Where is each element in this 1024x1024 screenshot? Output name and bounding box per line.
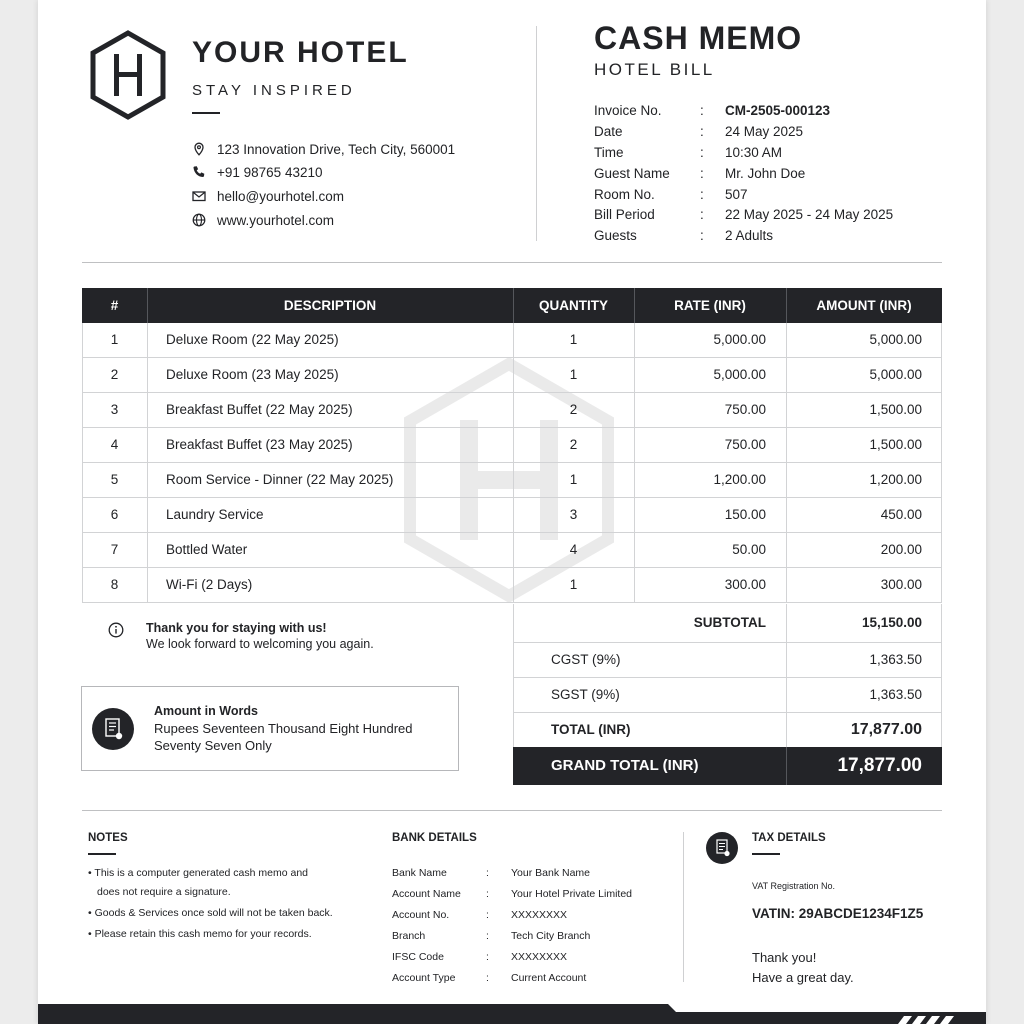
memo-subtitle: HOTEL BILL: [594, 60, 715, 79]
grand-total-row: [513, 747, 942, 785]
note-line-3: • Goods & Services once sold will not be taken back.: [88, 907, 333, 919]
meta-row: [594, 228, 954, 248]
bank-row: [392, 972, 692, 988]
row-quantity: 1: [569, 367, 578, 382]
meta-colon: :: [700, 166, 704, 181]
row-rate: 5,000.00: [713, 332, 766, 347]
thanks-subtitle: We look forward to welcoming you again.: [146, 637, 374, 651]
grand-total-value: 17,877.00: [837, 755, 922, 776]
meta-row: [594, 124, 954, 144]
row-num: 1: [110, 332, 119, 347]
total-row: [513, 713, 942, 748]
bank-row: [392, 930, 692, 946]
footer-rule: [82, 810, 942, 811]
info-icon: [108, 622, 124, 638]
row-description: Breakfast Buffet (23 May 2025): [166, 437, 353, 452]
words-title: Amount in Words: [154, 704, 258, 718]
bank-value: XXXXXXXX: [511, 951, 568, 963]
bank-colon: :: [486, 951, 489, 963]
bank-value: Current Account: [511, 972, 587, 984]
document-icon: [92, 708, 134, 750]
notes-title: NOTES: [88, 832, 128, 844]
sgst-value: 1,363.50: [869, 687, 922, 702]
meta-value: 10:30 AM: [725, 145, 783, 160]
meta-colon: :: [700, 124, 704, 139]
row-num: 3: [110, 402, 119, 417]
meta-row: [594, 103, 954, 123]
meta-label: Guests: [594, 228, 637, 243]
row-quantity: 4: [569, 542, 578, 557]
meta-colon: :: [700, 207, 704, 222]
words-line-2: Seventy Seven Only: [154, 738, 272, 753]
subtotal-row: [513, 604, 942, 643]
bank-label: Account No.: [392, 909, 450, 921]
tax-thanks-1: Thank you!: [752, 950, 817, 965]
table-row: [82, 568, 942, 603]
row-quantity: 1: [569, 332, 578, 347]
row-quantity: 2: [569, 402, 578, 417]
row-rate: 1,200.00: [713, 472, 766, 487]
meta-colon: :: [700, 145, 704, 160]
vatin-value: VATIN: 29ABCDE1234F1Z5: [752, 906, 924, 921]
meta-value: Mr. John Doe: [725, 166, 806, 181]
meta-value: 24 May 2025: [725, 124, 804, 139]
mail-icon: [192, 189, 206, 203]
row-num: 4: [110, 437, 119, 452]
subtotal-value: 15,150.00: [861, 615, 922, 630]
table-header: [82, 288, 942, 323]
meta-value: 22 May 2025 - 24 May 2025: [725, 207, 894, 222]
row-description: Deluxe Room (22 May 2025): [166, 332, 339, 347]
table-row: [82, 393, 942, 428]
row-rate: 50.00: [732, 542, 766, 557]
meta-colon: :: [700, 187, 704, 202]
subtotal-label: SUBTOTAL: [693, 615, 766, 630]
row-num: 8: [110, 577, 119, 592]
row-rate: 750.00: [724, 402, 766, 417]
header-num: #: [110, 298, 119, 313]
meta-colon: :: [700, 228, 704, 243]
globe-icon: [192, 213, 206, 227]
bank-colon: :: [486, 888, 489, 900]
row-amount: 200.00: [880, 542, 922, 557]
table-row: [82, 463, 942, 498]
footer-divider: [683, 832, 684, 982]
hotel-tagline: STAY INSPIRED: [192, 82, 356, 99]
bank-colon: :: [486, 972, 489, 984]
meta-row: [594, 207, 954, 227]
bank-row: [392, 951, 692, 967]
row-amount: 5,000.00: [869, 367, 922, 382]
row-description: Room Service - Dinner (22 May 2025): [166, 472, 394, 487]
row-amount: 450.00: [880, 507, 922, 522]
address-text: 123 Innovation Drive, Tech City, 560001: [217, 141, 456, 157]
row-rate: 750.00: [724, 437, 766, 452]
bank-row: [392, 909, 692, 925]
row-description: Wi-Fi (2 Days): [166, 577, 253, 592]
bank-value: XXXXXXXX: [511, 909, 568, 921]
location-pin-icon: [192, 142, 206, 156]
row-quantity: 2: [569, 437, 578, 452]
row-rate: 150.00: [724, 507, 766, 522]
meta-label: Date: [594, 124, 623, 139]
sgst-label: SGST (9%): [551, 687, 620, 702]
row-rate: 5,000.00: [713, 367, 766, 382]
website-text: www.yourhotel.com: [217, 212, 335, 228]
meta-row: [594, 145, 954, 165]
bank-colon: :: [486, 930, 489, 942]
bank-label: IFSC Code: [392, 951, 444, 963]
note-line-2: does not require a signature.: [97, 886, 231, 898]
contact-phone: [192, 162, 492, 182]
row-amount: 300.00: [880, 577, 922, 592]
vat-label: VAT Registration No.: [752, 881, 836, 891]
row-description: Laundry Service: [166, 507, 264, 522]
meta-row: [594, 166, 954, 186]
row-description: Breakfast Buffet (22 May 2025): [166, 402, 353, 417]
bank-value: Tech City Branch: [511, 930, 591, 942]
row-num: 7: [110, 542, 119, 557]
total-value: 17,877.00: [850, 721, 922, 738]
meta-label: Room No.: [594, 187, 655, 202]
row-num: 2: [110, 367, 119, 382]
cgst-label: CGST (9%): [551, 652, 621, 667]
row-description: Bottled Water: [166, 542, 248, 557]
header-amount: AMOUNT (INR): [816, 298, 912, 313]
table-row: [82, 428, 942, 463]
tax-underline: [752, 853, 780, 855]
bank-value: Your Bank Name: [511, 867, 590, 879]
phone-icon: [192, 165, 206, 179]
sgst-row: [513, 678, 942, 713]
header-quantity: QUANTITY: [539, 298, 608, 313]
header-rate: RATE (INR): [674, 298, 746, 313]
bank-colon: :: [486, 909, 489, 921]
table-row: [82, 498, 942, 533]
thanks-title: Thank you for staying with us!: [146, 621, 327, 635]
row-quantity: 1: [569, 577, 578, 592]
words-line-1: Rupees Seventeen Thousand Eight Hundred: [154, 721, 413, 736]
meta-value: 2 Adults: [725, 228, 774, 243]
bank-label: Account Name: [392, 888, 461, 900]
meta-label: Time: [594, 145, 624, 160]
bank-label: Bank Name: [392, 867, 447, 879]
row-rate: 300.00: [724, 577, 766, 592]
meta-label: Guest Name: [594, 166, 670, 181]
header-rule: [82, 262, 942, 263]
note-line-1: • This is a computer generated cash memo and: [88, 867, 309, 879]
contact-website: [192, 210, 492, 230]
table-row: [82, 358, 942, 393]
bank-value: Your Hotel Private Limited: [511, 888, 633, 900]
meta-colon: :: [700, 103, 704, 118]
cgst-row: [513, 643, 942, 678]
row-amount: 1,200.00: [869, 472, 922, 487]
meta-value: 507: [725, 187, 748, 202]
meta-label: Bill Period: [594, 207, 655, 222]
row-amount: 1,500.00: [869, 437, 922, 452]
table-row: [82, 533, 942, 568]
row-amount: 5,000.00: [869, 332, 922, 347]
hotel-name: YOUR HOTEL: [192, 36, 409, 69]
bottom-decorative-bar: [38, 1004, 986, 1024]
note-line-4: • Please retain this cash memo for your records.: [88, 928, 312, 940]
bank-row: [392, 867, 692, 883]
bank-row: [392, 888, 692, 904]
meta-row: [594, 187, 954, 207]
phone-text: +91 98765 43210: [217, 164, 323, 180]
row-amount: 1,500.00: [869, 402, 922, 417]
notes-underline: [88, 853, 116, 855]
row-num: 6: [110, 507, 119, 522]
total-label: TOTAL (INR): [551, 722, 631, 737]
email-text: hello@yourhotel.com: [217, 188, 345, 204]
tax-title: TAX DETAILS: [752, 832, 826, 844]
hotel-logo-icon: [90, 30, 166, 120]
bank-colon: :: [486, 867, 489, 879]
meta-value: CM-2505-000123: [725, 103, 831, 118]
tax-document-icon: [706, 832, 738, 864]
contact-address: [192, 139, 492, 159]
tax-thanks-2: Have a great day.: [752, 970, 854, 985]
bank-title: BANK DETAILS: [392, 832, 477, 844]
row-quantity: 3: [569, 507, 578, 522]
cash-memo-document: [38, 0, 986, 1024]
row-description: Deluxe Room (23 May 2025): [166, 367, 339, 382]
bank-label: Branch: [392, 930, 426, 942]
row-quantity: 1: [569, 472, 578, 487]
bank-label: Account Type: [392, 972, 456, 984]
header-description: DESCRIPTION: [283, 298, 377, 313]
meta-label: Invoice No.: [594, 103, 662, 118]
table-row: [82, 323, 942, 358]
tagline-underline: [192, 112, 220, 114]
row-num: 5: [110, 472, 119, 487]
header-divider: [536, 26, 537, 241]
cgst-value: 1,363.50: [869, 652, 922, 667]
contact-email: [192, 186, 492, 206]
memo-title: CASH MEMO: [594, 20, 803, 56]
grand-total-label: GRAND TOTAL (INR): [551, 757, 699, 774]
